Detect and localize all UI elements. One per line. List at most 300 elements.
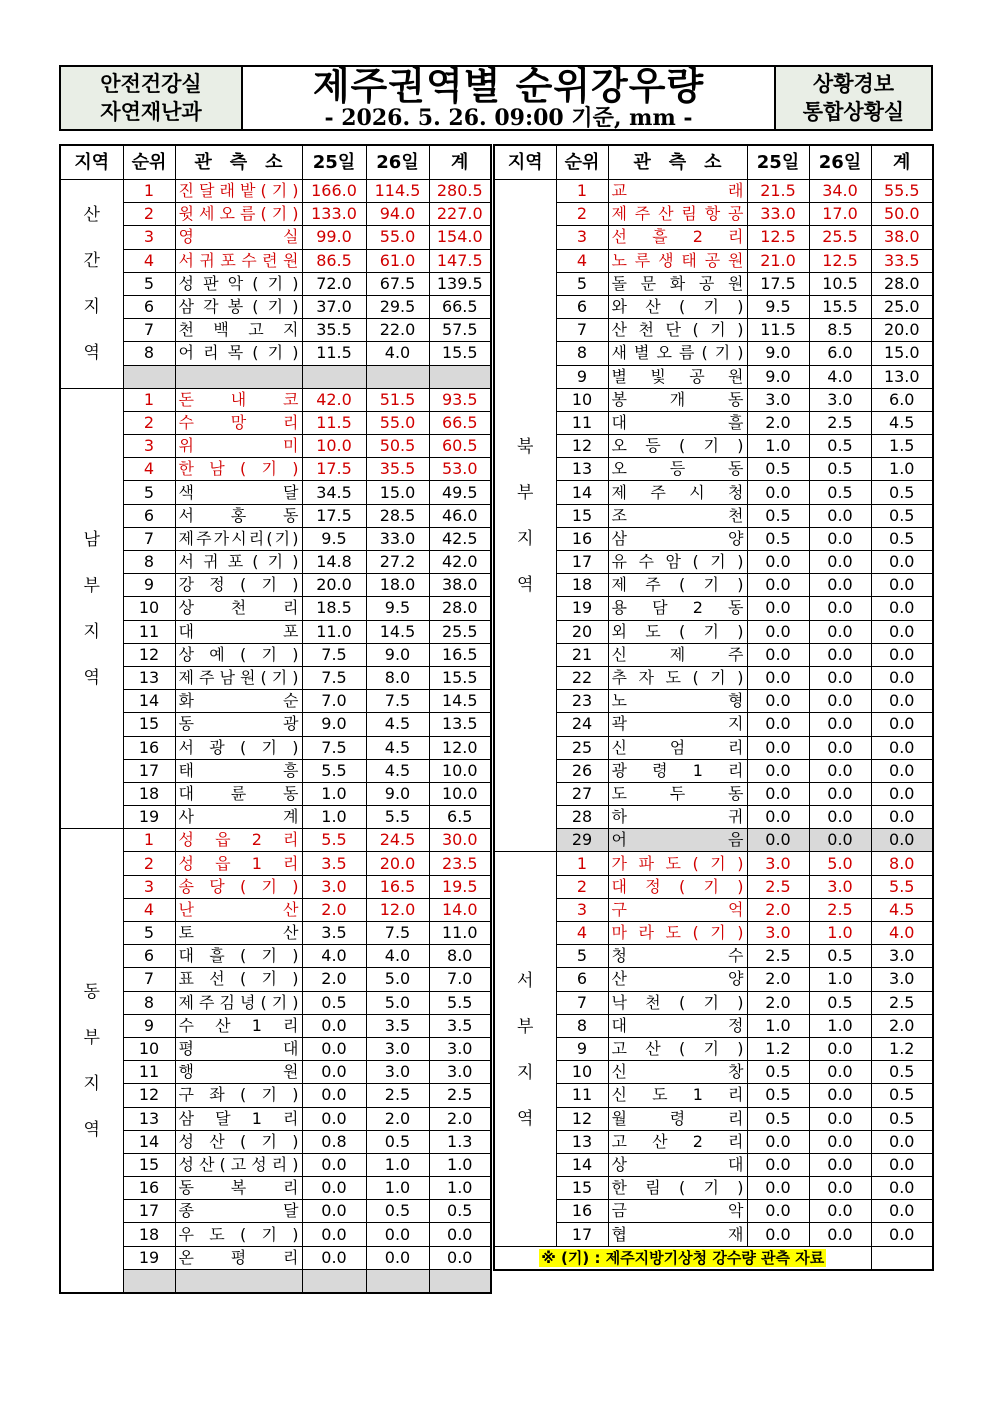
table-row xyxy=(60,1223,491,1246)
rank-cell: 7 xyxy=(556,319,608,342)
station-cell xyxy=(608,945,747,968)
day26-value: 35.5 xyxy=(366,458,429,481)
table-row xyxy=(494,365,933,388)
day25-value: 0.5 xyxy=(747,527,809,550)
day25-value: 10.0 xyxy=(302,435,366,458)
day25-value: 0.0 xyxy=(302,1177,366,1200)
table-row xyxy=(494,411,933,434)
day25-value: 18.5 xyxy=(302,597,366,620)
table-row xyxy=(494,551,933,574)
day26-value: 1.0 xyxy=(366,1153,429,1176)
table-row xyxy=(60,180,491,203)
total-value: 0.0 xyxy=(871,782,933,805)
day25-value: 0.5 xyxy=(747,458,809,481)
day26-value: 14.5 xyxy=(366,620,429,643)
total-value: 93.5 xyxy=(429,388,491,411)
day25-value: 9.0 xyxy=(747,365,809,388)
office-line-2: 통합상황실 xyxy=(802,100,905,124)
day26-value: 0.5 xyxy=(809,435,871,458)
day26-value: 15.5 xyxy=(809,295,871,318)
rank-cell: 15 xyxy=(556,1177,608,1200)
station-name: 오 등 동 xyxy=(611,459,744,479)
station-cell xyxy=(175,1130,302,1153)
station-cell xyxy=(175,1107,302,1130)
day26-value: 0.5 xyxy=(809,481,871,504)
region-label: 남 부 지 역 xyxy=(60,388,123,829)
day26-value: 0.0 xyxy=(809,782,871,805)
day25-value: 1.0 xyxy=(747,435,809,458)
total-value: 0.5 xyxy=(871,1107,933,1130)
department-line-1: 안전건강실 xyxy=(100,72,202,96)
table-row xyxy=(494,829,933,852)
rank-cell: 20 xyxy=(556,620,608,643)
table-row xyxy=(60,249,491,272)
table-row xyxy=(60,597,491,620)
station-name: 용 담 2 동 xyxy=(611,598,744,618)
table-row xyxy=(60,829,491,852)
day26-value: 15.0 xyxy=(366,481,429,504)
table-row xyxy=(494,574,933,597)
station-name: 강 정 ( 기 ) xyxy=(178,575,299,595)
day26-value: 9.0 xyxy=(366,643,429,666)
day25-value: 7.0 xyxy=(302,690,366,713)
station-cell xyxy=(608,713,747,736)
day25-value: 2.0 xyxy=(302,968,366,991)
station-name: 새 별 오 름 ( 기 ) xyxy=(611,343,744,363)
total-value: 3.0 xyxy=(871,968,933,991)
table-row xyxy=(494,782,933,805)
total-value: 1.0 xyxy=(871,458,933,481)
total-value: 14.0 xyxy=(429,898,491,921)
station-cell xyxy=(608,991,747,1014)
rank-cell: 17 xyxy=(556,1223,608,1246)
rank-cell: 13 xyxy=(123,666,175,689)
column-header: 계 xyxy=(871,145,933,180)
table-row xyxy=(494,1153,933,1176)
table-row xyxy=(494,1223,933,1246)
total-value: 0.0 xyxy=(871,1223,933,1246)
empty-cell xyxy=(366,1269,429,1293)
rank-cell: 9 xyxy=(556,365,608,388)
day25-value: 5.5 xyxy=(302,759,366,782)
day26-value: 0.0 xyxy=(809,504,871,527)
rainfall-table-right xyxy=(493,144,934,1271)
day25-value: 2.5 xyxy=(747,945,809,968)
table-row xyxy=(60,1084,491,1107)
station-cell xyxy=(175,759,302,782)
total-value: 57.5 xyxy=(429,319,491,342)
day26-value: 5.0 xyxy=(366,991,429,1014)
day26-value: 4.5 xyxy=(366,759,429,782)
table-row xyxy=(494,875,933,898)
rank-cell: 14 xyxy=(123,1130,175,1153)
station-name: 위 미 xyxy=(178,436,299,456)
station-name: 추 자 도 ( 기 ) xyxy=(611,668,744,688)
day25-value: 0.5 xyxy=(747,504,809,527)
day25-value: 2.0 xyxy=(747,898,809,921)
station-name: 삼 각 봉 ( 기 ) xyxy=(178,297,299,317)
station-name: 조 천 xyxy=(611,505,744,525)
table-row xyxy=(494,968,933,991)
day26-value: 61.0 xyxy=(366,249,429,272)
rank-cell: 9 xyxy=(123,574,175,597)
day26-value: 12.5 xyxy=(809,249,871,272)
day25-value: 42.0 xyxy=(302,388,366,411)
station-cell xyxy=(175,666,302,689)
total-value: 1.5 xyxy=(871,435,933,458)
day25-value: 7.5 xyxy=(302,666,366,689)
station-cell xyxy=(175,1037,302,1060)
station-cell xyxy=(608,1153,747,1176)
station-name: 난 산 xyxy=(178,899,299,919)
day25-value: 0.0 xyxy=(302,1246,366,1269)
day25-value: 14.8 xyxy=(302,551,366,574)
rank-cell: 15 xyxy=(123,713,175,736)
total-value: 25.0 xyxy=(871,295,933,318)
table-row xyxy=(60,388,491,411)
table-row xyxy=(494,1107,933,1130)
rank-cell: 3 xyxy=(123,875,175,898)
table-row xyxy=(60,574,491,597)
table-row xyxy=(494,295,933,318)
rank-cell: 15 xyxy=(556,504,608,527)
total-value: 10.0 xyxy=(429,759,491,782)
day25-value: 0.0 xyxy=(747,574,809,597)
day26-value: 7.5 xyxy=(366,690,429,713)
day26-value: 50.5 xyxy=(366,435,429,458)
day25-value: 37.0 xyxy=(302,295,366,318)
day26-value: 94.0 xyxy=(366,203,429,226)
table-row xyxy=(60,1061,491,1084)
total-value: 55.5 xyxy=(871,180,933,203)
station-name: 봉 개 동 xyxy=(611,389,744,409)
rank-cell: 1 xyxy=(556,180,608,203)
rank-cell: 4 xyxy=(123,458,175,481)
day26-value: 9.0 xyxy=(366,782,429,805)
day25-value: 0.5 xyxy=(747,1084,809,1107)
day26-value: 12.0 xyxy=(366,898,429,921)
total-value: 42.5 xyxy=(429,527,491,550)
total-value: 0.5 xyxy=(871,1084,933,1107)
day26-value: 4.5 xyxy=(366,713,429,736)
station-name: 산 천 단 ( 기 ) xyxy=(611,320,744,340)
station-cell xyxy=(175,435,302,458)
empty-cell xyxy=(429,365,491,388)
table-row xyxy=(60,319,491,342)
table-row xyxy=(60,342,491,365)
total-value: 28.0 xyxy=(429,597,491,620)
station-cell xyxy=(175,713,302,736)
rank-cell: 11 xyxy=(556,411,608,434)
table-header-row xyxy=(494,145,933,180)
region-label: 동 부 지 역 xyxy=(60,829,123,1293)
day25-value: 133.0 xyxy=(302,203,366,226)
rank-cell: 11 xyxy=(123,620,175,643)
column-header: 25일 xyxy=(747,145,809,180)
station-cell xyxy=(175,736,302,759)
total-value: 0.0 xyxy=(871,736,933,759)
day26-value: 0.5 xyxy=(366,1130,429,1153)
station-cell xyxy=(175,226,302,249)
station-cell xyxy=(175,388,302,411)
station-name: 삼 달 1 리 xyxy=(178,1108,299,1128)
table-row xyxy=(60,945,491,968)
day26-value: 3.5 xyxy=(366,1014,429,1037)
station-name: 성 산 ( 고 성 리 ) xyxy=(178,1154,299,1174)
rank-cell: 9 xyxy=(556,1037,608,1060)
total-value: 14.5 xyxy=(429,690,491,713)
table-row xyxy=(494,1177,933,1200)
station-cell xyxy=(175,342,302,365)
department-label xyxy=(61,67,241,129)
blank-row xyxy=(60,1269,491,1293)
station-name: 산 양 xyxy=(611,969,744,989)
station-name: 서 귀 포 ( 기 ) xyxy=(178,552,299,572)
table-row xyxy=(494,226,933,249)
total-value: 1.0 xyxy=(429,1153,491,1176)
total-value: 227.0 xyxy=(429,203,491,226)
station-cell xyxy=(608,898,747,921)
station-name: 돈 내 코 xyxy=(178,389,299,409)
day26-value: 7.5 xyxy=(366,922,429,945)
station-name: 성 읍 2 리 xyxy=(178,830,299,850)
station-cell xyxy=(608,574,747,597)
station-cell xyxy=(608,435,747,458)
day26-value: 67.5 xyxy=(366,272,429,295)
station-name: 평 대 xyxy=(178,1039,299,1059)
column-header: 26일 xyxy=(809,145,871,180)
day25-value: 21.5 xyxy=(747,180,809,203)
rank-cell: 3 xyxy=(123,435,175,458)
day26-value: 0.0 xyxy=(809,713,871,736)
total-value: 3.5 xyxy=(429,1014,491,1037)
total-value: 0.0 xyxy=(871,1130,933,1153)
total-value: 66.5 xyxy=(429,411,491,434)
table-row xyxy=(494,180,933,203)
rank-cell: 5 xyxy=(556,945,608,968)
day25-value: 2.0 xyxy=(747,991,809,1014)
total-value: 8.0 xyxy=(429,945,491,968)
rank-cell: 19 xyxy=(123,806,175,829)
station-cell xyxy=(608,365,747,388)
table-row xyxy=(60,782,491,805)
table-row xyxy=(60,1037,491,1060)
rank-cell: 9 xyxy=(123,1014,175,1037)
rank-cell: 14 xyxy=(556,1153,608,1176)
table-row xyxy=(60,504,491,527)
station-name: 교 래 xyxy=(611,181,744,201)
station-name: 진 달 래 밭 ( 기 ) xyxy=(178,181,299,201)
rank-cell: 11 xyxy=(556,1084,608,1107)
rank-cell: 13 xyxy=(123,1107,175,1130)
empty-cell xyxy=(175,1269,302,1293)
day26-value: 25.5 xyxy=(809,226,871,249)
station-cell xyxy=(175,1084,302,1107)
rank-cell: 17 xyxy=(556,551,608,574)
station-cell xyxy=(175,1177,302,1200)
day25-value: 0.0 xyxy=(747,1200,809,1223)
rank-cell: 18 xyxy=(123,1223,175,1246)
station-cell xyxy=(608,295,747,318)
day25-value: 9.0 xyxy=(302,713,366,736)
rainfall-table-left xyxy=(59,144,492,1294)
station-name: 낙 천 ( 기 ) xyxy=(611,992,744,1012)
day25-value: 3.5 xyxy=(302,852,366,875)
rank-cell: 19 xyxy=(123,1246,175,1269)
day25-value: 11.5 xyxy=(302,411,366,434)
day26-value: 4.5 xyxy=(366,736,429,759)
table-row xyxy=(60,898,491,921)
day26-value: 114.5 xyxy=(366,180,429,203)
station-name: 온 평 리 xyxy=(178,1247,299,1267)
station-name: 대 포 xyxy=(178,621,299,641)
day25-value: 0.0 xyxy=(302,1084,366,1107)
day25-value: 20.0 xyxy=(302,574,366,597)
station-cell xyxy=(608,411,747,434)
rank-cell: 2 xyxy=(556,875,608,898)
day26-value: 0.0 xyxy=(809,1223,871,1246)
total-value: 0.0 xyxy=(871,666,933,689)
station-cell xyxy=(608,1037,747,1060)
station-cell xyxy=(608,319,747,342)
station-name: 상 예 ( 기 ) xyxy=(178,644,299,664)
station-cell xyxy=(175,295,302,318)
station-cell xyxy=(608,597,747,620)
table-header-row xyxy=(60,145,491,180)
rank-cell: 25 xyxy=(556,736,608,759)
day26-value: 55.0 xyxy=(366,226,429,249)
station-name: 도 두 동 xyxy=(611,783,744,803)
day26-value: 3.0 xyxy=(809,875,871,898)
rank-cell: 14 xyxy=(123,690,175,713)
station-cell xyxy=(608,875,747,898)
station-cell xyxy=(175,551,302,574)
rank-cell: 2 xyxy=(556,203,608,226)
total-value: 15.0 xyxy=(871,342,933,365)
station-cell xyxy=(608,922,747,945)
station-cell xyxy=(175,1061,302,1084)
table-row xyxy=(60,690,491,713)
station-cell xyxy=(608,1200,747,1223)
station-cell xyxy=(608,481,747,504)
station-name: 어 리 목 ( 기 ) xyxy=(178,343,299,363)
day26-value: 51.5 xyxy=(366,388,429,411)
table-row xyxy=(494,342,933,365)
table-row xyxy=(60,922,491,945)
day26-value: 2.0 xyxy=(366,1107,429,1130)
station-name: 화 순 xyxy=(178,691,299,711)
total-value: 60.5 xyxy=(429,435,491,458)
day26-value: 1.0 xyxy=(809,1014,871,1037)
total-value: 1.3 xyxy=(429,1130,491,1153)
station-cell xyxy=(608,504,747,527)
station-cell xyxy=(175,782,302,805)
total-value: 0.5 xyxy=(871,481,933,504)
day25-value: 1.0 xyxy=(747,1014,809,1037)
day25-value: 21.0 xyxy=(747,249,809,272)
total-value: 0.5 xyxy=(871,1061,933,1084)
station-cell xyxy=(175,922,302,945)
table-row xyxy=(60,1153,491,1176)
total-value: 280.5 xyxy=(429,180,491,203)
day26-value: 0.0 xyxy=(809,1177,871,1200)
table-row xyxy=(494,991,933,1014)
station-name: 수 산 1 리 xyxy=(178,1015,299,1035)
day26-value: 0.0 xyxy=(809,666,871,689)
total-value: 20.0 xyxy=(871,319,933,342)
table-row xyxy=(494,249,933,272)
station-name: 태 흥 xyxy=(178,760,299,780)
table-row xyxy=(494,435,933,458)
station-name: 성 산 ( 기 ) xyxy=(178,1131,299,1151)
station-cell xyxy=(608,249,747,272)
day25-value: 0.0 xyxy=(747,1130,809,1153)
day25-value: 17.5 xyxy=(747,272,809,295)
total-value: 5.5 xyxy=(429,991,491,1014)
day26-value: 5.5 xyxy=(366,806,429,829)
station-name: 오 등 ( 기 ) xyxy=(611,436,744,456)
station-name: 천 백 고 지 xyxy=(178,320,299,340)
rank-cell: 4 xyxy=(123,249,175,272)
day26-value: 4.0 xyxy=(809,365,871,388)
table-row xyxy=(60,643,491,666)
total-value: 0.0 xyxy=(429,1223,491,1246)
station-name: 송 당 ( 기 ) xyxy=(178,876,299,896)
station-name: 돌 문 화 공 원 xyxy=(611,273,744,293)
day26-value: 3.0 xyxy=(809,388,871,411)
table-row xyxy=(494,759,933,782)
day25-value: 33.0 xyxy=(747,203,809,226)
department-line-2: 자연재난과 xyxy=(100,100,202,124)
column-header: 관 측 소 xyxy=(175,145,302,180)
total-value: 50.0 xyxy=(871,203,933,226)
total-value: 0.5 xyxy=(871,527,933,550)
station-cell xyxy=(175,829,302,852)
station-name: 우 도 ( 기 ) xyxy=(178,1224,299,1244)
day26-value: 22.0 xyxy=(366,319,429,342)
page-title: 제주권역별 순위강우량 xyxy=(312,64,705,108)
day26-value: 0.0 xyxy=(809,643,871,666)
rank-cell: 15 xyxy=(123,1153,175,1176)
station-name: 동 복 리 xyxy=(178,1178,299,1198)
day26-value: 0.0 xyxy=(809,574,871,597)
rank-cell: 27 xyxy=(556,782,608,805)
table-row xyxy=(494,898,933,921)
table-row xyxy=(494,458,933,481)
day25-value: 72.0 xyxy=(302,272,366,295)
station-name: 대 흘 ( 기 ) xyxy=(178,946,299,966)
station-name: 하 귀 xyxy=(611,807,744,827)
day26-value: 8.0 xyxy=(366,666,429,689)
station-name: 고 산 ( 기 ) xyxy=(611,1039,744,1059)
rank-cell: 3 xyxy=(556,898,608,921)
station-name: 대 정 xyxy=(611,1015,744,1035)
column-header: 순위 xyxy=(123,145,175,180)
table-row xyxy=(60,481,491,504)
total-value: 15.5 xyxy=(429,342,491,365)
total-value: 19.5 xyxy=(429,875,491,898)
day25-value: 1.0 xyxy=(302,806,366,829)
day26-value: 2.5 xyxy=(366,1084,429,1107)
column-header: 관 측 소 xyxy=(608,145,747,180)
day25-value: 0.0 xyxy=(747,1223,809,1246)
station-cell xyxy=(175,1014,302,1037)
station-cell xyxy=(175,203,302,226)
station-cell xyxy=(608,968,747,991)
day26-value: 0.5 xyxy=(809,945,871,968)
station-cell xyxy=(175,968,302,991)
table-row xyxy=(494,806,933,829)
